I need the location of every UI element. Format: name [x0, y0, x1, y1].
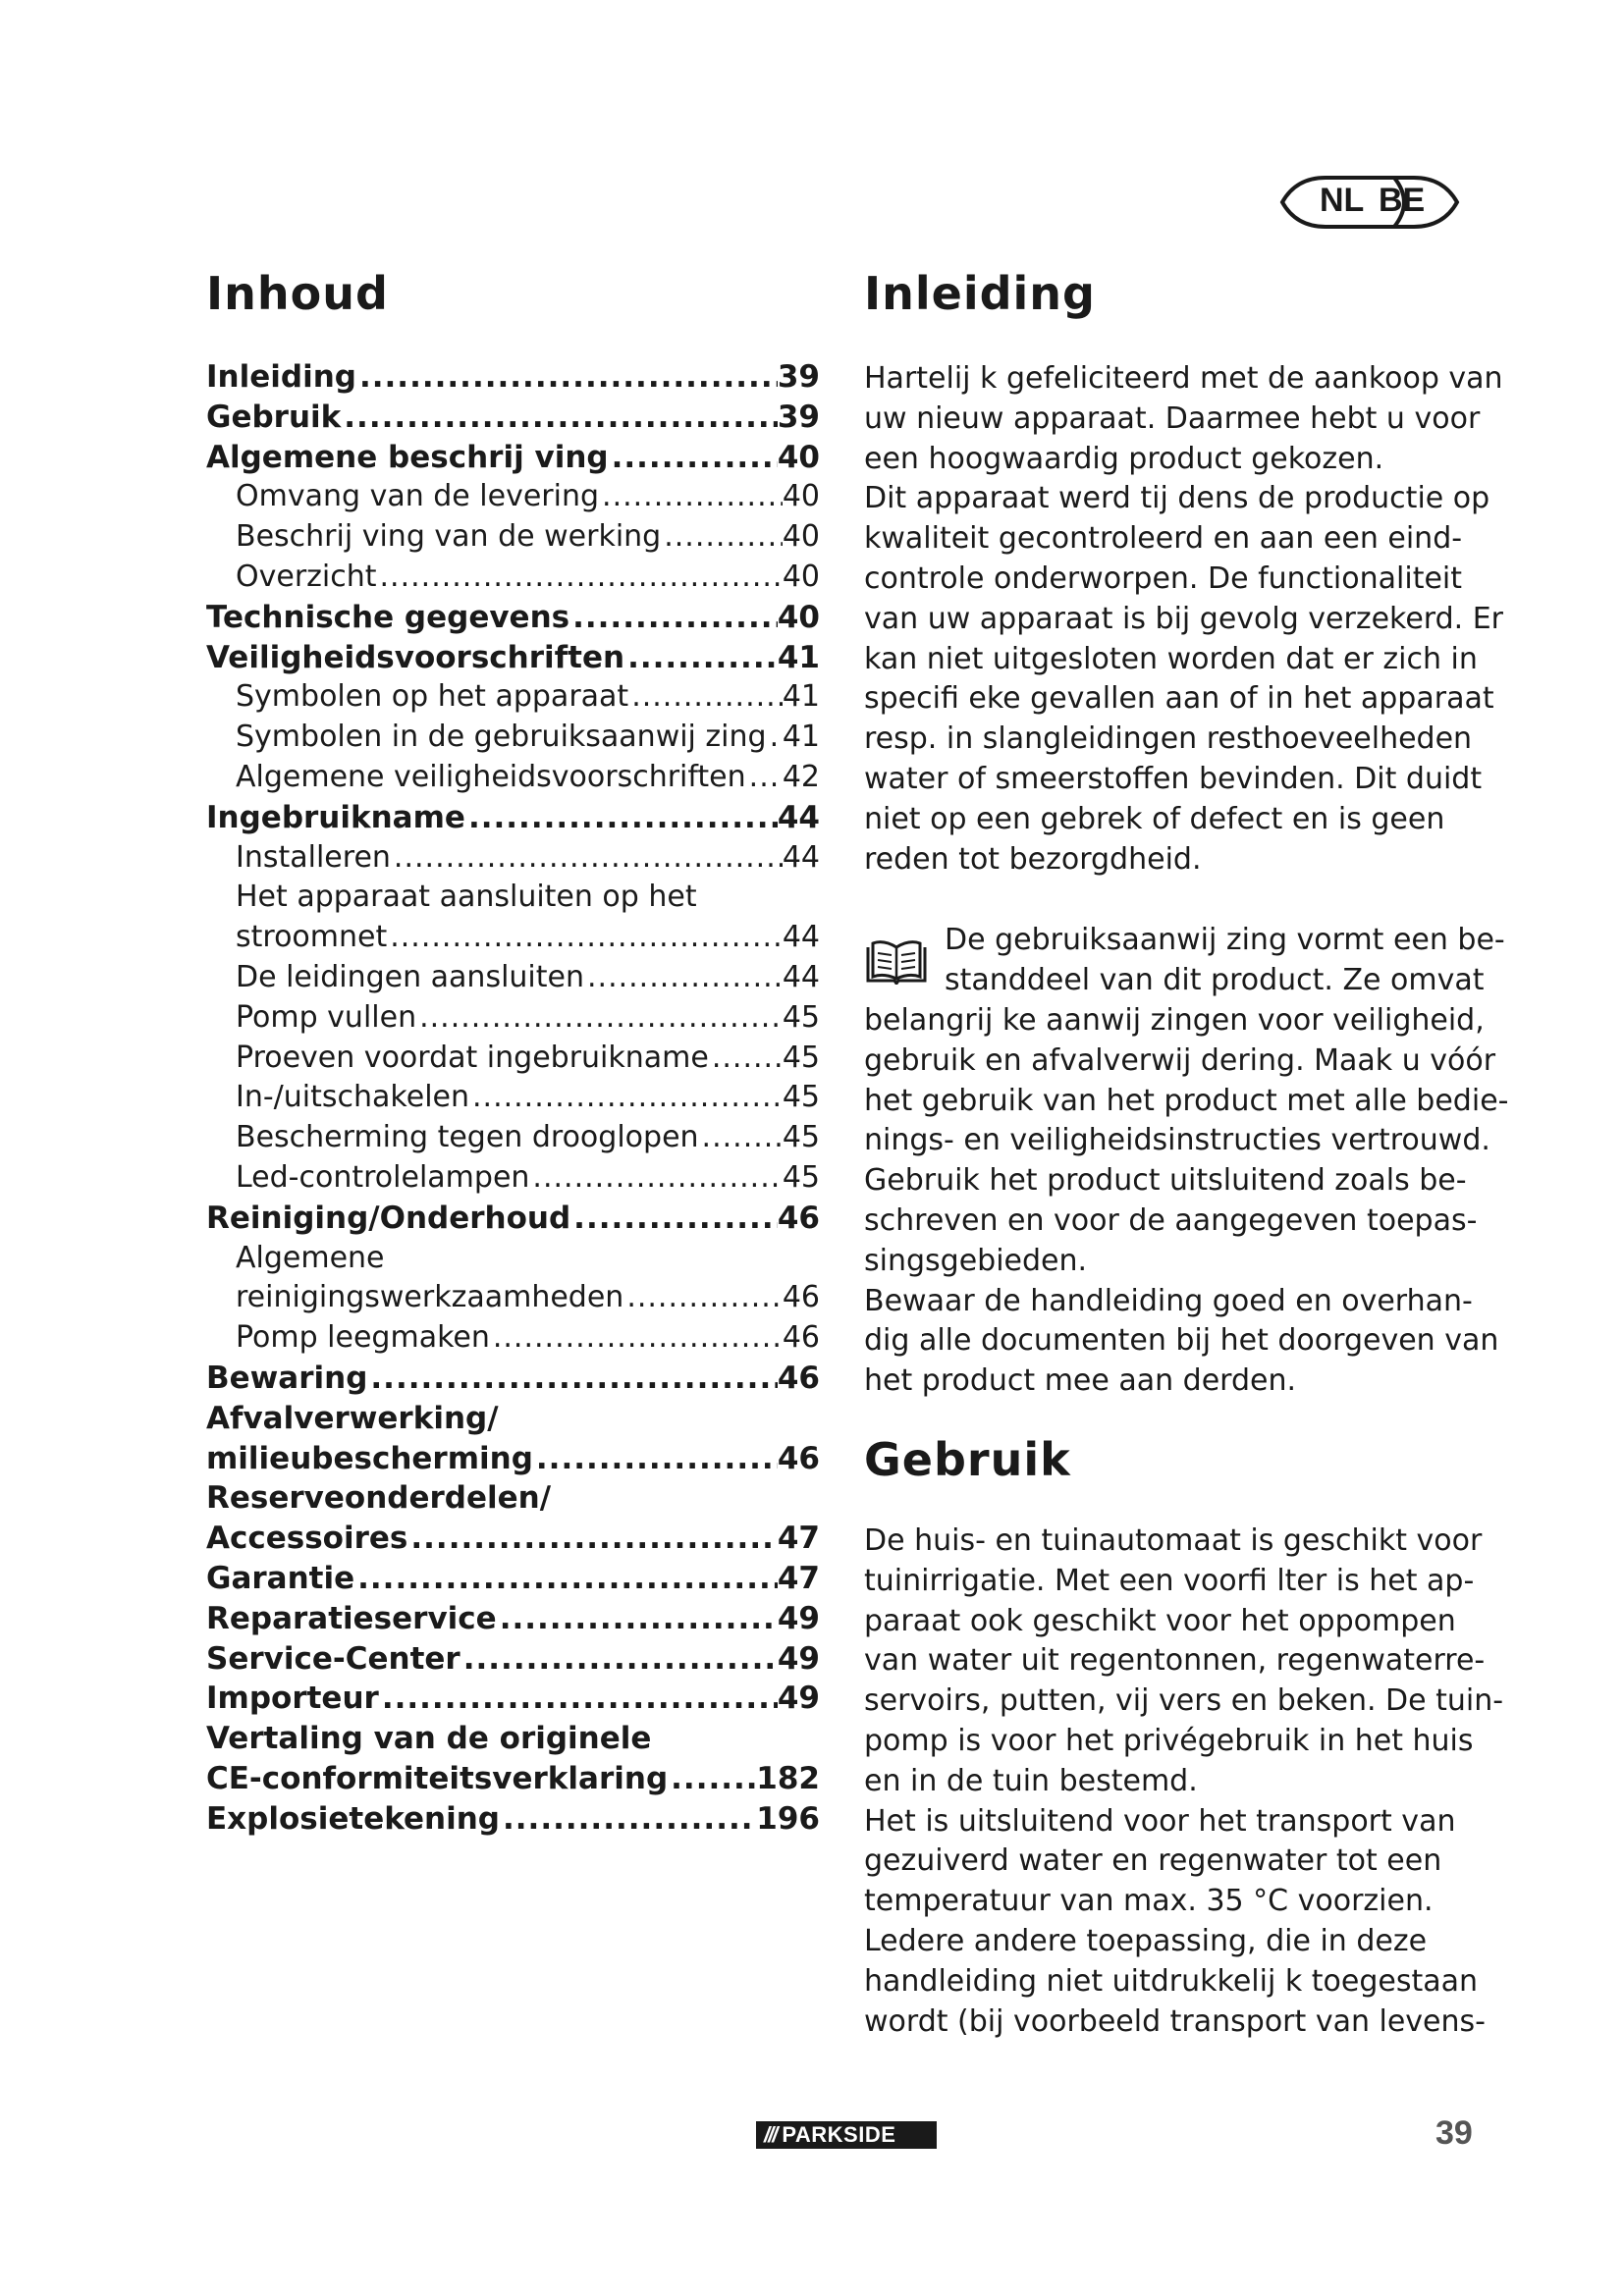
- toc-entry-page: 44: [782, 959, 820, 994]
- toc-entry-page: 49: [777, 1681, 820, 1717]
- toc-entry: [206, 760, 820, 800]
- text-line: Het is uitsluitend voor het transport van: [864, 1803, 1456, 1839]
- text-line: Hartelij k gefeliciteerd met de aankoop van: [864, 361, 1503, 396]
- inleiding-paragraph-2-intro: [945, 921, 1505, 1001]
- toc-dot-leader: [356, 359, 778, 395]
- toc-dot-leader: [354, 1561, 778, 1596]
- toc-dot-leader: [341, 400, 778, 435]
- toc-entry: [206, 1201, 820, 1241]
- toc-entry-label-line1: Reserveonderdelen/: [206, 1480, 552, 1517]
- text-line: dig alle documenten bij het doorgeven van: [864, 1323, 1499, 1359]
- toc-entry-page: 44: [777, 799, 820, 835]
- text-line: De gebruiksaanwij zing vormt een be-: [945, 923, 1505, 957]
- language-badge-outline: [1276, 172, 1473, 233]
- toc-dot-leader: [460, 1641, 778, 1677]
- toc-entry: [206, 1160, 820, 1201]
- toc-dot-leader: [533, 1441, 778, 1476]
- toc-dot-leader: [569, 600, 778, 635]
- toc-entry: [206, 359, 820, 400]
- toc-entry-label: Pomp vullen: [236, 999, 417, 1035]
- text-line: het gebruik van het product met alle bedie-: [864, 1083, 1509, 1118]
- toc-entry: [206, 640, 820, 680]
- text-line: gezuiverd water en regenwater tot een: [864, 1843, 1442, 1879]
- toc-entry: [206, 920, 820, 960]
- toc-entry: [206, 1441, 820, 1481]
- toc-entry: [206, 1041, 820, 1081]
- toc-entry: [206, 1280, 820, 1320]
- toc-entry-page: 44: [782, 920, 820, 955]
- toc-dot-leader: [416, 1000, 783, 1035]
- text-line: controle onderworpen. De functionaliteit: [864, 561, 1463, 596]
- text-line: van water uit regentonnen, regenwaterre-: [864, 1643, 1486, 1679]
- text-line: Dit apparaat werd tij dens de productie op: [864, 481, 1490, 516]
- toc-dot-leader: [570, 1201, 778, 1236]
- text-line: kwaliteit gecontroleerd en aan een eind-: [864, 521, 1463, 557]
- toc-entry-page: 46: [782, 1280, 820, 1315]
- toc-entry-label-line1: Het apparaat aansluiten op het: [236, 880, 697, 915]
- toc-entry-page: 44: [782, 839, 820, 875]
- toc-entry-page: 41: [782, 720, 820, 755]
- toc-dot-leader: [407, 1521, 777, 1556]
- logo-slashes: ///: [764, 2122, 777, 2147]
- text-line: servoirs, putten, vij vers en beken. De tuin-: [864, 1683, 1504, 1719]
- toc-dot-leader: [465, 800, 778, 835]
- toc-dot-leader: [469, 1080, 783, 1114]
- text-line: nings- en veiligheidsinstructies vertrouwd.: [864, 1123, 1490, 1158]
- text-line: resp. in slangleidingen resthoeveelheden: [864, 721, 1473, 757]
- text-line: het product mee aan derden.: [864, 1363, 1297, 1399]
- language-code-secondary: BE: [1379, 182, 1426, 219]
- text-line: Ledere andere toepassing, die in deze: [864, 1923, 1428, 1958]
- toc-entry-label: CE-conformiteitsverklaring: [206, 1760, 669, 1796]
- toc-dot-leader: [500, 1801, 756, 1837]
- text-line: singsgebieden.: [864, 1243, 1088, 1278]
- toc-entry-label: Pomp leegmaken: [236, 1320, 490, 1356]
- toc-entry-label: Garantie: [206, 1560, 355, 1596]
- toc-entry: [206, 720, 820, 760]
- toc-entry-page: 47: [777, 1521, 820, 1557]
- toc-entry: [206, 1000, 820, 1041]
- toc-entry-label: stroomnet: [236, 920, 388, 955]
- toc-entry-page: 40: [777, 599, 820, 635]
- toc-entry: [206, 1080, 820, 1120]
- toc-entry: [206, 960, 820, 1000]
- toc-entry-page: 49: [777, 1640, 820, 1677]
- text-line: temperatuur van max. 35 °C voorzien.: [864, 1884, 1434, 1919]
- toc-entry: [206, 679, 820, 720]
- toc-dot-leader: [746, 760, 783, 794]
- toc-entry-page: 45: [782, 1040, 820, 1075]
- text-line: tuinirrigatie. Met een voorfi lter is het ap-: [864, 1563, 1475, 1598]
- toc-entry-page: 39: [777, 399, 820, 435]
- text-line: De huis- en tuinautomaat is geschikt voor: [864, 1523, 1483, 1558]
- toc-entry: [206, 519, 820, 560]
- text-line: Gebruik het product uitsluitend zoals be-: [864, 1163, 1467, 1199]
- toc-entry-page: 46: [777, 1200, 820, 1236]
- toc-dot-leader: [379, 1681, 778, 1716]
- toc-entry-label: Omvang van de levering: [236, 479, 600, 514]
- toc-dot-leader: [709, 1041, 783, 1075]
- toc-dot-leader: [391, 840, 783, 875]
- gebruik-title: Gebruik: [864, 1433, 1071, 1486]
- inleiding-paragraph-2: [864, 1001, 1509, 1402]
- toc-entry-label: Accessoires: [206, 1521, 408, 1557]
- text-line: gebruik en afvalverwij dering. Maak u vóór: [864, 1042, 1496, 1078]
- table-of-contents: [206, 359, 820, 1841]
- text-line: uw nieuw apparaat. Daarmee hebt u voor: [864, 400, 1481, 436]
- toc-entry: [206, 1761, 820, 1801]
- text-line: en in de tuin bestemd.: [864, 1763, 1198, 1798]
- toc-entry-page: 40: [782, 519, 820, 555]
- toc-entry-page: 40: [782, 479, 820, 514]
- gebruik-paragraph: [864, 1522, 1504, 2042]
- toc-entry: [206, 1120, 820, 1160]
- toc-entry-label: Proeven voordat ingebruikname: [236, 1040, 709, 1075]
- toc-entry-label: Inleiding: [206, 359, 356, 395]
- toc-dot-leader: [609, 440, 778, 475]
- text-line: paraat ook geschikt voor het oppompen: [864, 1603, 1456, 1638]
- toc-entry-label: Service-Center: [206, 1640, 460, 1677]
- toc-entry-label: Gebruik: [206, 399, 342, 435]
- toc-entry: [206, 800, 820, 840]
- toc-entry: [206, 1561, 820, 1601]
- toc-entry-label-line1: Vertaling van de originele: [206, 1721, 652, 1757]
- text-line: pomp is voor het privégebruik in het huis: [864, 1723, 1474, 1758]
- toc-entry-page: 39: [777, 359, 820, 395]
- language-badge: [1276, 172, 1473, 233]
- toc-entry: [206, 1361, 820, 1401]
- text-line: wordt (bij voorbeeld transport van levens-: [864, 2003, 1486, 2039]
- toc-title: Inhoud: [206, 267, 389, 320]
- toc-entry-page: 42: [782, 759, 820, 794]
- toc-entry-label: Veiligheidsvoorschriften: [206, 639, 625, 675]
- page-number: 39: [1435, 2114, 1473, 2152]
- text-line: kan niet uitgesloten worden dat er zich in: [864, 641, 1478, 676]
- text-line: schreven en voor de aangegeven toepas-: [864, 1202, 1478, 1238]
- toc-entry-label: Installeren: [236, 839, 391, 875]
- toc-entry-page: 46: [777, 1360, 820, 1396]
- toc-dot-leader: [767, 720, 783, 754]
- inleiding-title: Inleiding: [864, 267, 1096, 320]
- toc-entry-page: 45: [782, 1080, 820, 1115]
- toc-entry-label: In-/uitschakelen: [236, 1080, 469, 1115]
- toc-dot-leader: [377, 560, 783, 594]
- toc-entry: [206, 400, 820, 440]
- toc-entry-label: Algemene veiligheidsvoorschriften: [236, 759, 746, 794]
- toc-entry-label: Led-controlelampen: [236, 1159, 530, 1195]
- toc-entry: [206, 560, 820, 600]
- toc-dot-leader: [367, 1361, 777, 1396]
- language-code-primary: NL: [1320, 182, 1365, 219]
- toc-entry: [206, 840, 820, 881]
- toc-entry-label-line1: Algemene: [236, 1240, 385, 1275]
- toc-entry: [206, 600, 820, 640]
- book-icon: [864, 937, 929, 985]
- text-line: Bewaar de handleiding goed en overhan-: [864, 1283, 1473, 1318]
- toc-dot-leader: [529, 1160, 782, 1195]
- toc-dot-leader: [584, 960, 783, 994]
- toc-entry-page: 41: [782, 679, 820, 715]
- toc-entry-label: Symbolen op het apparaat: [236, 679, 629, 715]
- text-line: belangrij ke aanwij zingen voor veiligheid,: [864, 1003, 1485, 1038]
- toc-entry-page: 41: [777, 639, 820, 675]
- toc-entry: [206, 1601, 820, 1641]
- text-line: van uw apparaat is bij gevolg verzekerd. Er: [864, 601, 1504, 636]
- text-line: standdeel van dit product. Ze omvat: [945, 962, 1485, 997]
- text-line: een hoogwaardig product gekozen.: [864, 441, 1384, 476]
- toc-entry-label: Explosietekening: [206, 1800, 500, 1837]
- toc-entry-page: 46: [782, 1320, 820, 1356]
- toc-entry-label: Bewaring: [206, 1360, 368, 1396]
- toc-dot-leader: [699, 1120, 783, 1154]
- toc-entry-label-line1: Afvalverwerking/: [206, 1400, 499, 1436]
- toc-entry-label: milieubescherming: [206, 1440, 533, 1476]
- toc-entry: [206, 1801, 820, 1842]
- toc-entry: [206, 479, 820, 519]
- text-line: niet op een gebrek of defect en is geen: [864, 801, 1445, 836]
- toc-entry: [206, 1320, 820, 1361]
- toc-entry: [206, 1641, 820, 1682]
- text-line: water of smeerstoffen bevinden. Dit duidt: [864, 761, 1483, 796]
- text-line: handleiding niet uitdrukkelij k toegestaan: [864, 1963, 1478, 1999]
- toc-dot-leader: [497, 1601, 778, 1636]
- toc-entry-label: reinigingswerkzaamheden: [236, 1280, 624, 1315]
- toc-dot-leader: [668, 1761, 756, 1796]
- toc-entry: [206, 440, 820, 480]
- toc-dot-leader: [490, 1320, 783, 1355]
- toc-entry-page: 40: [777, 439, 820, 475]
- toc-entry-label: Overzicht: [236, 559, 377, 594]
- toc-entry-label: Ingebruikname: [206, 799, 465, 835]
- toc-entry-label: Reparatieservice: [206, 1600, 497, 1636]
- toc-dot-leader: [387, 920, 783, 954]
- toc-entry-page: 46: [777, 1440, 820, 1476]
- toc-entry-page: 45: [782, 1159, 820, 1195]
- toc-entry-label: Beschrij ving van de werking: [236, 519, 662, 555]
- toc-entry-label: Algemene beschrij ving: [206, 439, 609, 475]
- toc-entry-page: 49: [777, 1600, 820, 1636]
- toc-entry-page: 40: [782, 559, 820, 594]
- inleiding-paragraph-1: [864, 359, 1504, 880]
- toc-entry: [206, 1681, 820, 1721]
- toc-entry-label: Technische gegevens: [206, 599, 570, 635]
- toc-entry-page: 182: [756, 1760, 820, 1796]
- toc-entry-page: 45: [782, 999, 820, 1035]
- toc-dot-leader: [628, 679, 783, 714]
- toc-dot-leader: [624, 640, 778, 675]
- toc-entry-label: De leidingen aansluiten: [236, 959, 584, 994]
- toc-entry: [206, 1521, 820, 1561]
- toc-entry-page: 47: [777, 1560, 820, 1596]
- toc-dot-leader: [623, 1280, 783, 1314]
- text-line: reden tot bezorgdheid.: [864, 841, 1202, 877]
- logo-brand: PARKSIDE: [782, 2122, 896, 2147]
- toc-dot-leader: [661, 519, 783, 554]
- toc-dot-leader: [599, 479, 783, 513]
- toc-entry-page: 45: [782, 1120, 820, 1155]
- toc-entry-label: Symbolen in de gebruiksaanwij zing: [236, 720, 767, 755]
- toc-entry-label: Reiniging/Onderhoud: [206, 1200, 571, 1236]
- toc-entry-page: 196: [756, 1800, 820, 1837]
- parkside-logo: [756, 2121, 937, 2149]
- text-line: specifi eke gevallen aan of in het apparaat: [864, 681, 1494, 717]
- toc-entry-label: Importeur: [206, 1681, 379, 1717]
- toc-entry-label: Bescherming tegen drooglopen: [236, 1120, 699, 1155]
